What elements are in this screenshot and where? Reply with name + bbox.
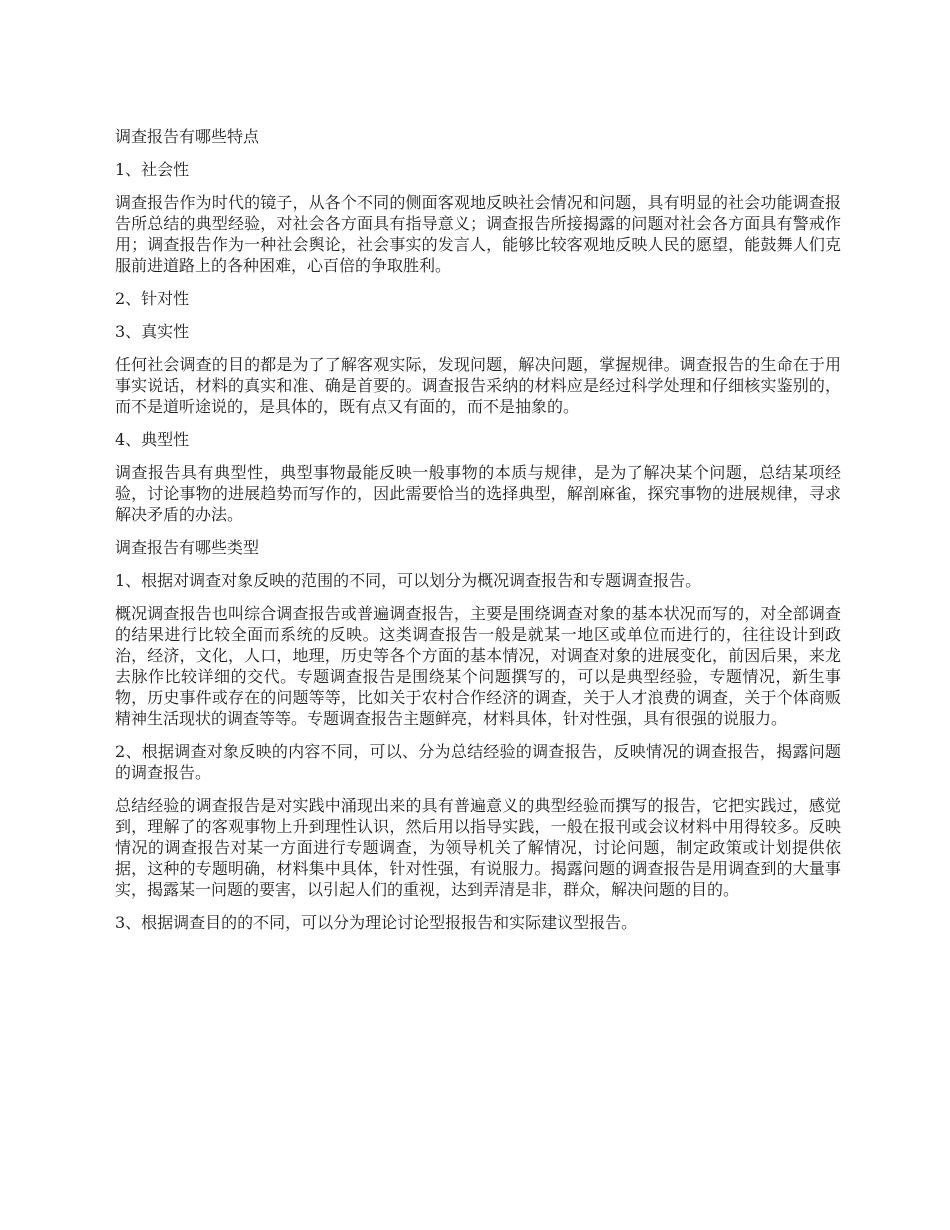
body-paragraph-typical: 调查报告具有典型性，典型事物最能反映一般事物的本质与规律，是为了解决某个问题，总结某项经验，讨论事物的进展趋势而写作的，因此需要恰当的选择典型，解剖麻雀，探究事物的进展规律，寻求解决矛盾的办法。	[115, 463, 841, 524]
section-title-types: 调查报告有哪些类型	[115, 538, 260, 557]
item-heading-typical: 4、典型性	[115, 430, 190, 449]
item-heading-social: 1、社会性	[115, 160, 190, 179]
body-paragraph-truthful: 任何社会调查的目的都是为了了解客观实际，发现问题，解决问题，掌握规律。调查报告的生命在于用事实说话，材料的真实和准、确是首要的。调查报告采纳的材料应是经过科学处理和仔细核实鉴别的，而不是道听途说的，是具体的，既有点又有面的，而不是抽象的。	[115, 355, 841, 416]
item-heading-purpose: 3、根据调查目的的不同，可以分为理论讨论型报报告和实际建议型报告。	[115, 913, 638, 932]
document-page	[115, 126, 841, 945]
body-paragraph-social: 调查报告作为时代的镜子，从各个不同的侧面客观地反映社会情况和问题，具有明显的社会功能调查报告所总结的典型经验，对社会各方面具有指导意义；调查报告所接揭露的问题对社会各方面具有警戒作用；调查报告作为一种社会舆论，社会事实的发言人，能够比较客观地反映人民的愿望，能鼓舞人们克服前进道路上的各种困难，心百倍的争取胜利。	[115, 193, 841, 275]
item-heading-targeted: 2、针对性	[115, 289, 190, 308]
item-heading-truthful: 3、真实性	[115, 322, 190, 341]
item-heading-scope: 1、根据对调查对象反映的范围的不同，可以划分为概况调查报告和专题调查报告。	[115, 571, 702, 590]
body-paragraph-scope: 概况调查报告也叫综合调查报告或普遍调查报告，主要是围绕调查对象的基本状况而写的，对全部调查的结果进行比较全面而系统的反映。这类调查报告一般是就某一地区或单位而进行的，往往设计到政治，经济，文化，人口，地理，历史等各个方面的基本情况，对调查对象的进展变化，前因后果，来龙去脉作比较详细的交代。专题调查报告是围绕某个问题撰写的，可以是典型经验，专题情况，新生事物，历史事件或存在的问题等等，比如关于农村合作经济的调查，关于人才浪费的调查，关于个体商贩精神生活现状的调查等等。专题调查报告主题鲜亮，材料具体，针对性强，具有很强的说服力。	[115, 604, 841, 728]
section-title-features: 调查报告有哪些特点	[115, 127, 260, 146]
item-heading-content: 2、根据调查对象反映的内容不同，可以、分为总结经验的调查报告，反映情况的调查报告，揭露问题的调查报告。	[115, 742, 841, 782]
body-paragraph-content: 总结经验的调查报告是对实践中涌现出来的具有普遍意义的典型经验而撰写的报告，它把实践过，感觉到，理解了的客观事物上升到理性认识，然后用以指导实践，一般在报刊或会议材料中用得较多。反映情况的调查报告对某一方面进行专题调查，为领导机关了解情况，讨论问题，制定政策或计划提供依据，这种的专题明确，材料集中具体，针对性强，有说服力。揭露问题的调查报告是用调查到的大量事实，揭露某一问题的要害，以引起人们的重视，达到弄清是非，群众，解决问题的目的。	[115, 796, 841, 899]
